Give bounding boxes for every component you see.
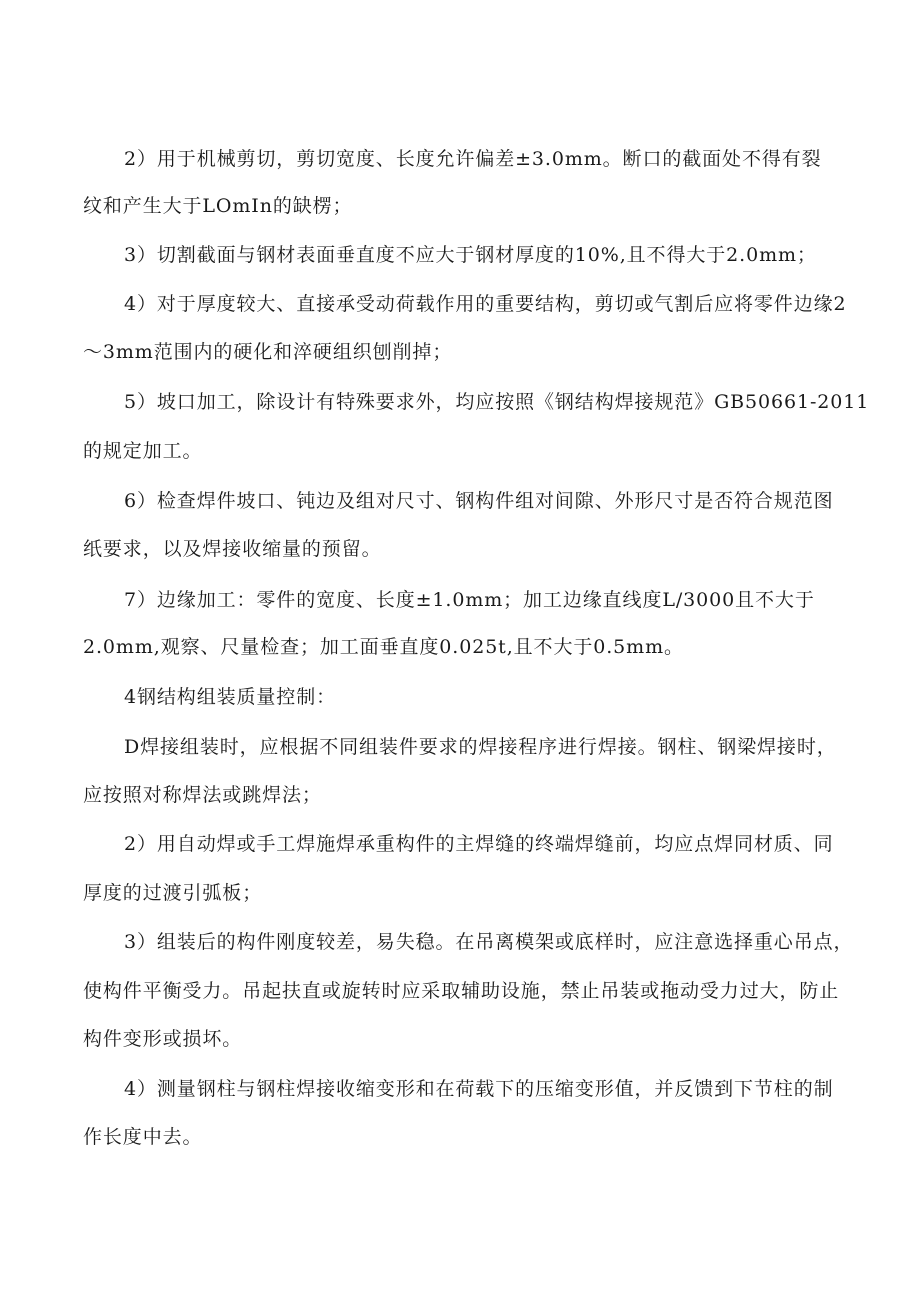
text-line: 厚度的过渡引弧板； (83, 882, 263, 904)
text-line: 纹和产生大于LOmIn的缺楞； (83, 195, 353, 217)
text-line: 7）边缘加工：零件的宽度、长度±1.0mm；加工边缘直线度L/3000且不大于 (124, 589, 815, 611)
text-line: 3）组装后的构件刚度较差，易失稳。在吊离模架或底样时，应注意选择重心吊点， (124, 931, 854, 953)
text-line: 构件变形或损坏。 (83, 1028, 243, 1050)
text-line: 4）对于厚度较大、直接承受动荷载作用的重要结构，剪切或气割后应将零件边缘2 (124, 293, 847, 315)
text-line: 2）用自动焊或手工焊施焊承重构件的主焊缝的终端焊缝前，均应点焊同材质、同 (124, 833, 834, 855)
text-line: 2）用于机械剪切，剪切宽度、长度允许偏差±3.0mm。断口的截面处不得有裂 (124, 148, 822, 170)
text-line: 应按照对称焊法或跳焊法； (83, 784, 322, 806)
text-line: 的规定加工。 (83, 440, 203, 462)
text-line: 6）检查焊件坡口、钝边及组对尺寸、钢构件组对间隙、外形尺寸是否符合规范图 (124, 490, 834, 512)
text-line: 作长度中去。 (83, 1126, 203, 1148)
text-line: 使构件平衡受力。吊起扶直或旋转时应采取辅助设施，禁止吊装或拖动受力过大，防止 (83, 980, 840, 1002)
text-line: 纸要求，以及焊接收缩量的预留。 (83, 538, 382, 560)
text-line: 3）切割截面与钢材表面垂直度不应大于钢材厚度的10%,且不得大于2.0mm； (124, 244, 817, 266)
text-line: ～3mm范围内的硬化和淬硬组织刨削掉； (83, 341, 453, 363)
text-line: 5）坡口加工，除设计有特殊要求外，均应按照《钢结构焊接规范》GB50661-2011 (124, 391, 870, 413)
text-line: 2.0mm,观察、尺量检查；加工面垂直度0.025t,且不大于0.5mm。 (83, 636, 684, 658)
text-line: 4）测量钢柱与钢柱焊接收缩变形和在荷载下的压缩变形值，并反馈到下节柱的制 (124, 1078, 834, 1100)
text-line: D焊接组装时，应根据不同组装件要求的焊接程序进行焊接。钢柱、钢梁焊接时， (124, 736, 837, 758)
section-heading: 4钢结构组装质量控制： (124, 686, 336, 708)
